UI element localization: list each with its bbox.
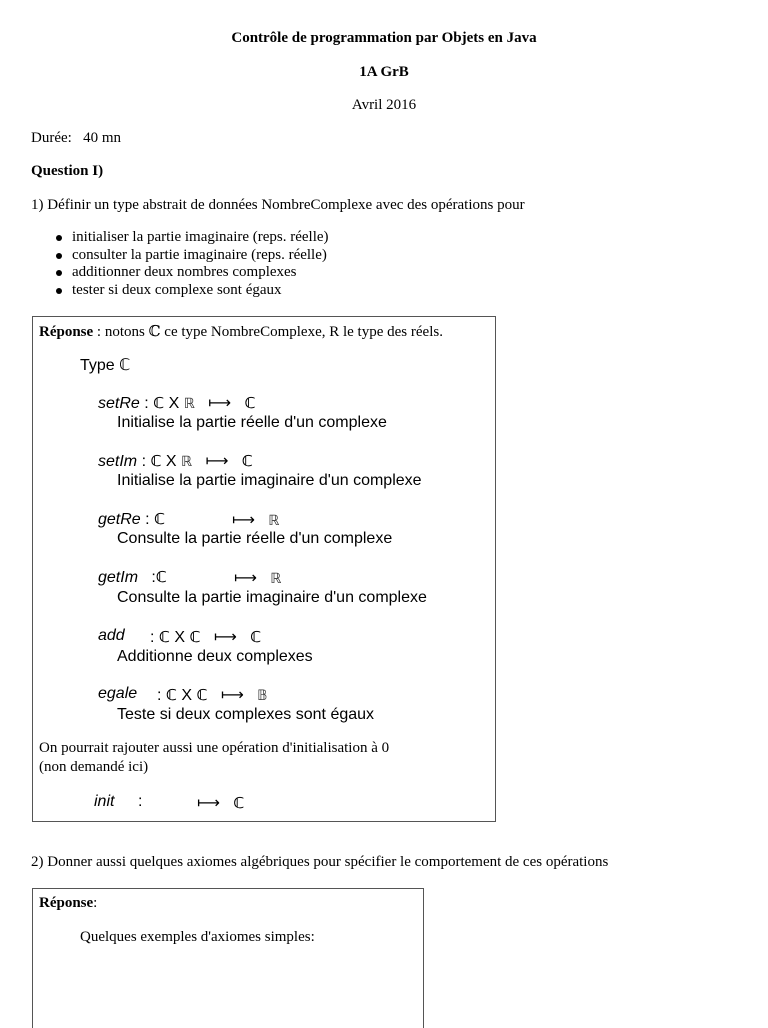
bullet-icon	[56, 235, 62, 241]
document-title: Contrôle de programmation par Objets en Java	[231, 30, 537, 46]
operation-name: getRe	[98, 511, 141, 528]
duration-value: 40 mn	[83, 130, 121, 146]
maps-to-icon: ⟼	[208, 395, 232, 412]
note-line-1: On pourrait rajouter aussi une opération d'initialisation à 0	[39, 740, 390, 756]
note-line-2: (non demandé ici)	[39, 759, 149, 775]
bullet-icon	[56, 253, 62, 259]
operation-description: Additionne deux complexes	[117, 648, 313, 665]
requirements-list	[52, 229, 329, 299]
list-item: additionner deux nombres complexes	[52, 264, 329, 282]
list-item: initialiser la partie imaginaire (reps. réelle)	[52, 229, 329, 247]
answer-intro-text: : notons ℂ ce type NombreComplexe, R le type des réels.	[93, 324, 443, 340]
bullet-icon	[56, 270, 62, 276]
operation-signature-add: : ℂ X ℂ ⟼ ℂ	[150, 628, 262, 646]
operation-description: Consulte la partie réelle d'un complexe	[117, 530, 393, 547]
operation-name: setIm	[98, 453, 138, 470]
operation-name: setRe	[98, 395, 140, 412]
list-item: tester si deux complexe sont égaux	[52, 282, 329, 300]
maps-to-icon: ⟼	[213, 629, 237, 646]
maps-to-icon: ⟼	[232, 512, 255, 529]
question-heading: Question I)	[31, 163, 104, 179]
operation-name-egale: egale	[98, 685, 138, 702]
maps-to-icon: ⟼	[205, 453, 229, 470]
operation-description: Initialise la partie imaginaire d'un complexe	[117, 472, 422, 489]
duration-line	[31, 130, 121, 147]
operation-signature-getim: getIm :ℂ	[98, 568, 167, 586]
answer-2-intro: Quelques exemples d'axiomes simples:	[80, 929, 315, 945]
maps-to-icon: ⟼	[197, 795, 220, 812]
operation-description: Consulte la partie imaginaire d'un complexe	[117, 589, 427, 606]
answer-label: Réponse	[39, 324, 94, 340]
bullet-icon	[56, 288, 62, 294]
operation-description: Teste si deux complexes sont égaux	[117, 706, 375, 723]
operation-name: getIm	[98, 569, 139, 586]
answer-label: Réponse	[39, 895, 94, 911]
operation-signature-setre: setRe : ℂ X ℝ ⟼ ℂ	[98, 394, 256, 412]
operation-signature-getre: getRe : ℂ	[98, 510, 166, 528]
operation-mapping-getim: ⟼ ℝ	[234, 570, 282, 587]
question-prompt-1: 1) Définir un type abstrait de données NombreComplexe avec des opérations pour	[31, 197, 525, 213]
maps-to-icon: ⟼	[220, 687, 244, 704]
list-item: consulter la partie imaginaire (reps. réelle)	[52, 247, 329, 265]
operation-signature-egale: : ℂ X ℂ ⟼ 𝔹	[157, 686, 268, 704]
init-operation-mapping: ⟼ ℂ	[197, 794, 245, 812]
type-declaration: Type ℂ	[80, 357, 131, 374]
operation-description: Initialise la partie réelle d'un complexe	[117, 414, 387, 431]
operation-signature-setim: setIm : ℂ X ℝ ⟼ ℂ	[98, 452, 253, 470]
init-operation-sep: :	[138, 793, 143, 810]
init-operation-name: init	[94, 793, 115, 810]
answer-2-label-line: Réponse:	[39, 895, 98, 911]
operation-mapping-getre: ⟼ ℝ	[232, 512, 280, 529]
operation-name-add: add	[98, 627, 125, 644]
answer-1-intro	[39, 322, 443, 341]
question-prompt-2: 2) Donner aussi quelques axiomes algébriques pour spécifier le comportement de ces opérations	[31, 854, 609, 870]
document-date: Avril 2016	[351, 97, 417, 113]
maps-to-icon: ⟼	[234, 570, 257, 587]
duration-label: Durée:	[31, 130, 72, 146]
document-group: 1A GrB	[359, 64, 409, 80]
